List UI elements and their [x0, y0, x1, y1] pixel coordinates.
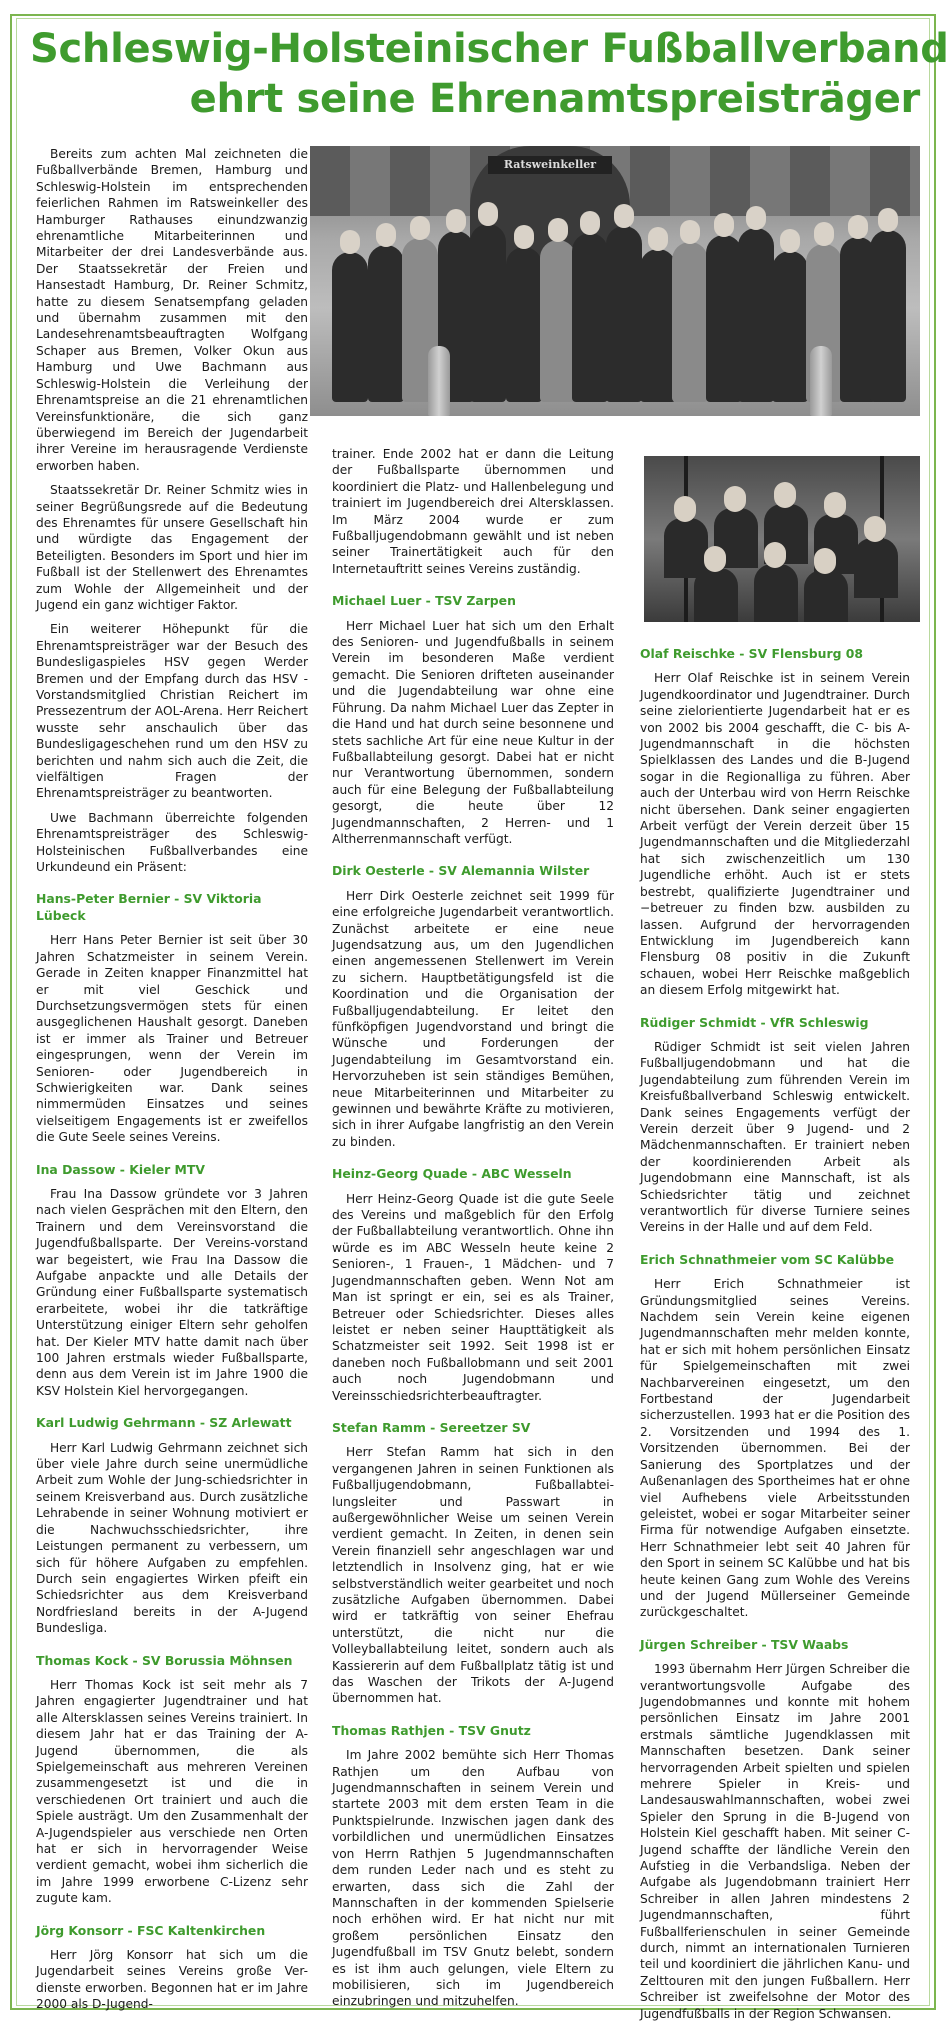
- honoree-text: 1993 übernahm Herr Jürgen Schreiber die verantwortungsvolle Aufgabe des Jugendobmannes und konnte mit hohem persönlichen Einsatz im Jahre 2001 erstmals sämtliche Jugendklassen mit Mannschaften besetzen. Dank seiner hervorragenden Arbeit spielten und spielen mehrere Spieler in Kreis- und Landesauswahlmannschaften, wobei zwei Spieler den Sprung in die B-Jugend von Holstein Kiel geschafft haben. Mit seiner C-Jugend schaffte der ländliche Verein den Aufstieg in die Verbandsliga. Neben der Aufgabe als Jugendobmann trainiert Herr Schreiber in allen Jahren mindestens 2 Jugendmannschaften, führt Fußballferienschulen in seiner Gemeinde durch, nimmt an internationalen Turnieren teil und koordiniert die jährlichen Kanu- und Zelttouren mit den jungen Fußballern. Herr Schreiber ist zweifelsohne der Motor des Jugendfußballs in der Region Schwansen.: [640, 1662, 910, 2021]
- honoree-text: Herr Olaf Reischke ist in seinem Verein Jugendkoordinator und Jugendtrainer. Durch seine zielorientierte Jugendarbeit hat er es von 2002 bis 2004 geschafft, die C- bis A-Jugendmannschaft in die höchsten Spielklassen des Landes und die B-Jugend sogar in die Regionalliga zu führen. Aber auch der Unterbau wird von Herrn Reischke nicht übersehen. Dank seiner engagierten Arbeit verfügt der Verein derzeit über 15 Jugendmannschaften und die Mitgliederzahl hat sich zwischenzeitlich um 130 Jugendliche erhöht. Auch ist er stets bestrebt, qualifizierte Jugendtrainer und −betreuer zu finden bzw. ausbilden zu lassen. Aufgrund der hervorragenden Entwicklung im Jugendbereich kann Flensburg 08 positiv in die Zukunft schauen, wobei Herr Reischke maßgeblich an diesem Erfolg mitgewirkt hat.: [640, 671, 910, 998]
- person-silhouette: [706, 235, 742, 402]
- person-silhouette: [640, 249, 676, 402]
- person-silhouette: [470, 224, 506, 402]
- person-silhouette: [368, 245, 404, 402]
- passenger-face: [674, 496, 696, 522]
- person-head: [410, 216, 430, 240]
- honoree-text: Rüdiger Schmidt ist seit vielen Jahren Fußballjugendobmann und hat die Jugendabteilung zum führenden Verein im Kreisfußballverband Schleswig entwickelt. Dank seines Engagements verfügt der Verein derzeit über 9 Jugend- und 2 Mädchenmannschaften. Er trainiert neben der koordinierenden Arbeit als Jugendobmann eine Mannschaft, ist als Schiedsrichter tätig und zeichnet verantwortlich für diverse Turniere seines Vereins in der Halle und auf dem Feld.: [640, 1039, 910, 1235]
- honoree-heading: Erich Schnathmeier vom SC Kalübbe: [640, 1251, 895, 1267]
- honoree-text: Herr Erich Schnathmeier ist Gründungsmitglied seines Vereins. Nachdem sein Verein keine eigenen Jugendmannschaften mehr melden konnte, hat er sich mit hohem persönlichen Einsatz für Spielgemeinschaften mit zwei Nachbarvereinen eingesetzt, um den Fortbestand der Jugendarbeit sicherzustellen. 1993 hat er die Position des 2. Vorsitzenden und 1994 des 1. Vorsitzenden übernommen. Bei der Sanierung des Sportplatzes und der Außenanlagen des Sportheimes hat er ohne viel Aufhebens viele Arbeitsstunden geleistet, wobei er sogar Mitarbeiter seiner Firma für notwendige Aufgaben einsetzte. Herr Schnathmeier lebt seit 40 Jahren für den Sport in seinem SC Kalübbe und hat bis heute keinen Gang zum Wohle des Vereins und der Jugend Müllerseiner Gemeinde zurückgeschaltet.: [640, 1277, 910, 1620]
- bollard: [428, 346, 450, 416]
- person-head: [746, 206, 766, 230]
- person-head: [446, 209, 466, 233]
- honoree-text: Frau Ina Dassow gründete vor 3 Jahren nach vielen Gesprächen mit den Eltern, den Trainern und dem Vereinsvorstand die Jugendfußballsparte. Der Vereins-vorstand war begeistert, wie Frau Ina Dassow die Aufgabe anpackte und alle Details der Gründung einer Fußballsparte systematisch erarbeitete, wobei ihr die tatkräftige Unterstützung einiger Eltern sehr geholfen hat. Der Kieler MTV hatte damit nach über 100 Jahren erstmals wieder Fußballsparte, denn aus dem Verein ist im Jahre 1900 die KSV Holstein Kiel hervorgegangen.: [36, 1186, 308, 1398]
- person-head: [878, 208, 898, 232]
- person-head: [714, 213, 734, 237]
- column-3: [640, 646, 910, 2030]
- honoree-heading: Jörg Konsorr - FSC Kaltenkirchen: [36, 1922, 266, 1938]
- honoree-text: Herr Karl Ludwig Gehrmann zeichnet sich über viele Jahre durch seine unermüdliche Arbeit zum Wohle der Jung-schiedsrichter in seinem Kreisverband aus. Durch zusätzliche Lehrabende in seiner Wohnung motiviert er die Nachwuchsschiedsrichter, ihre Leistungen permanent zu verbessern, um sich für höhere Aufgaben zu empfehlen. Durch sein engagiertes Wirken pfeift ein Schiedsrichter aus dem Kreisverband Nordfriesland bereits in der A-Jugend Bundesliga.: [36, 1440, 308, 1636]
- intro-paragraph: Staatssekretär Dr. Reiner Schmitz wies in seiner Begrüßungsrede auf die Bedeutung des Ehrenamtes für unsere Gesellschaft hin und würdigte das Engagement der Beteiligten. Besonders im Sport und hier im Fußball ist der Stellenwert des Ehrenamtes zum Wohle der Allgemeinheit und der Jugend ein ganz wichtiger Faktor.: [36, 483, 308, 612]
- bus-photo: [644, 456, 920, 622]
- honoree-text: Herr Thomas Kock ist seit mehr als 7 Jahren engagierter Jugendtrainer und hat alle Altersklassen seines Vereins trainiert. In diesem Jahr hat er das Training der A-Jugend übernommen, die als Spielgemeinschaft aus mehreren Vereinen zusammengesetzt ist und die in verschiedenen Ort trainiert und auch die Spiele austrägt. Um den Zusammenhalt der A-Jugendspieler aus verschiede nen Orten hat er sich in hervorragender Weise verdient gemacht, wobei ihm sicherlich die im Jahre 1999 erworbene C-Lizenz sehr zugute kam.: [36, 1677, 308, 1906]
- honoree-text: Herr Hans Peter Bernier ist seit über 30 Jahren Schatzmeister in seinem Verein. Gerade in Zeiten knapper Finanzmittel hat er mit viel Geschick und Durchsetzungsvermögen stets für einen ausgeglichenen Haushalt gesorgt. Daneben ist er immer als Trainer und Betreuer eingesprungen, wenn der Verein im Senioren- oder Jugendbereich in Schwierigkeiten war. Dank seines nimmermüden Einsatzes und seines vielseitigem Engagements ist er zweifellos die Gute Seele seines Vereins.: [36, 933, 308, 1145]
- headline-line-2: ehrt seine Ehrenamtspreisträger: [189, 76, 920, 122]
- person-silhouette: [540, 240, 576, 402]
- passenger-face: [864, 516, 886, 542]
- person-head: [340, 230, 360, 254]
- honoree-heading: Dirk Oesterle - SV Alemannia Wilster: [332, 863, 590, 879]
- honoree-text: Herr Stefan Ramm hat sich in den vergangenen Jahren in seinen Funktionen als Fußballjugendobmann, Fußballabtei-lungsleiter und Passwart in außergewöhnlicher Weise um seinen Verein verdient gemacht. In Zeiten, in denen sein Verein finanziell sehr angeschlagen war und letztendlich in Insolvenz ging, hat er wie selbstverständlich weiter gearbeitet und noch zusätzliche Aufgaben übernommen. Dabei wird er tatkräftig von seiner Ehefrau unterstützt, die nicht nur die Volleyballabteilung leitet, sondern auch als Kassiererin auf dem Fußballplatz tätig ist und das Waschen der Trikots der A-Jugend übernommen hat.: [332, 1445, 614, 1706]
- honoree-text: Herr Jörg Konsorr hat sich um die Jugendarbeit seines Vereins große Ver-dienste erworben. Begonnen hat er im Jahre 2000 als D-Jugend-: [36, 1948, 308, 2012]
- intro-paragraph: Ein weiterer Höhepunkt für die Ehrenamtspreisträger war der Besuch des Bundesligaspieles HSV gegen Werder Bremen und der Empfang durch das HSV - Vorstandsmitglied Christian Reichert im Pressezentrum der AOL-Arena. Herr Reichert wusste sehr anschaulich über das Bundesligageschehen rund um den HSV zu berichten und nahm sich auch die Zeit, die vielfältigen Fragen der Ehrenamtspreisträger zu beantworten.: [36, 622, 308, 801]
- passenger-face: [824, 492, 846, 518]
- honoree-heading: Michael Luer - TSV Zarpen: [332, 593, 516, 609]
- passenger-body: [804, 570, 848, 622]
- person-head: [478, 202, 498, 226]
- person-head: [580, 211, 600, 235]
- honoree-text: Herr Dirk Oesterle zeichnet seit 1999 für eine erfolgreiche Jugendarbeit verantwortlich. Zunächst arbeitete er eine neue Jugendsatzung aus, um den Jugendlichen einen angemessenen Stellenwert im Verein zu sichern. Hauptbetätigungsfeld ist die Koordination und die Organisation der Fußballjugendabteilung. Er leitet den fünfköpfigen Jugendvorstand und bringt die Wünsche und Forderungen der Jugendabteilung im Gesamtvorstand ein. Hervorzuheben ist sein ständiges Bemühen, neue Mitarbeiterinnen und Mitarbeiter zu gewinnen und bewährte Kräfte zu motivieren, sich in ihrer Aufgabe langfristig an den Verein zu binden.: [332, 888, 614, 1149]
- person-head: [680, 220, 700, 244]
- honoree-heading: Rüdiger Schmidt - VfR Schleswig: [640, 1014, 869, 1030]
- column-2: [332, 446, 614, 2018]
- person-head: [814, 222, 834, 246]
- passenger-body: [754, 564, 798, 622]
- headline-line-1: Schleswig-Holsteinischer Fußballverband: [30, 26, 949, 72]
- group-photo: [310, 146, 920, 416]
- passenger-face: [704, 546, 726, 572]
- person-silhouette: [870, 230, 906, 402]
- honoree-heading: Heinz-Georg Quade - ABC Wesseln: [332, 1166, 572, 1182]
- honoree-heading: Stefan Ramm - Sereetzer SV: [332, 1419, 531, 1435]
- column-1: [36, 146, 308, 2021]
- bollard: [810, 346, 832, 416]
- person-silhouette: [772, 251, 808, 402]
- passenger-face: [724, 486, 746, 512]
- person-silhouette: [606, 226, 642, 402]
- person-silhouette: [738, 228, 774, 402]
- person-head: [376, 223, 396, 247]
- honoree-text: Herr Michael Luer hat sich um den Erhalt des Senioren- und Jugendfußballs in seinem Verein im besonderen Maße verdient gemacht. Die Senioren drifteten auseinander und die Jugendabteilung war ohne eine Führung. Da nahm Michael Luer das Zepter in die Hand und hat durch seine besonnene und stets sachliche Art für eine neue Kultur in der Fußballabteilung gesorgt. Dabei hat er nicht nur Verantwortung übernommen, sondern auch für eine Belegung der Fußballabteilung gesorgt, die heute über 12 Jugendmannschaften, 2 Herren- und 1 Altherrenmannschaft verfügt.: [332, 618, 614, 846]
- passenger-face: [774, 482, 796, 508]
- person-head: [614, 204, 634, 228]
- honoree-heading: Hans-Peter Bernier - SV Viktoria Lübeck: [36, 891, 262, 923]
- person-head: [514, 225, 534, 249]
- honoree-text: Herr Heinz-Georg Quade ist die gute Seele des Vereins und maßgeblich für den Erfolg der Fußballabteilung verantwortlich. Ohne ihn würde es im ABC Wesseln heute keine 2 Senioren-, 1 Frauen-, 1 Mädchen- und 7 Jugendmannschaften geben. Wenn Not am Man ist springt er ein, sei es als Trainer, Betreuer oder Schiedsrichter. Dieses alles leistet er neben seiner Haupttätigkeit als Schatzmeister seit 1992. Seit 1998 ist er daneben noch Fußballobmann und seit 2001 auch noch Jugendobmann und Vereinsschiedsrichterbeauftragter.: [332, 1191, 614, 1403]
- person-head: [780, 229, 800, 253]
- continued-text: trainer. Ende 2002 hat er dann die Leitung der Fußballsparte übernommen und koordiniert die Platz- und Hallenbelegung und trainiert im Jugendbereich drei Altersklassen. Im März 2004 wurde er zum Fußballjugendobmann gewählt und ist neben seiner Trainertätigkeit auch für den Internetauftritt seines Vereins zuständig.: [332, 447, 614, 576]
- honoree-text: Im Jahre 2002 bemühte sich Herr Thomas Rathjen um den Aufbau von Jugendmannschaften in seinem Verein und startete 2003 mit dem ersten Team in die Punktspielrunde. Inzwischen jagen dank des vorbildlichen und unermüdlichen Einsatzes von Herrn Rathjen 5 Jugendmannschaften dem runden Leder nach und es steht zu erwarten, dass sich die Zahl der Mannschaften in der kommenden Spielserie noch erhöhen wird. Er hat nicht nur mit großem persönlichen Einsatz den Jugendfußball im TSV Gnutz belebt, sondern es ist ihm auch gelungen, viele Eltern zu mobilisieren, sich im Jugendbereich einzubringen und mitzuhelfen.: [332, 1748, 614, 2009]
- person-silhouette: [506, 247, 542, 402]
- passenger-face: [764, 542, 786, 568]
- passenger-face: [814, 548, 836, 574]
- honoree-heading: Thomas Rathjen - TSV Gnutz: [332, 1722, 531, 1738]
- intro-paragraph: Uwe Bachmann überreichte folgenden Ehrenamtspreisträger des Schleswig-Holsteinischen Fußballverbandes eine Urkundeund ein Präsent:: [36, 810, 308, 875]
- honoree-heading: Thomas Kock - SV Borussia Möhnsen: [36, 1652, 293, 1668]
- honoree-heading: Ina Dassow - Kieler MTV: [36, 1161, 205, 1177]
- honoree-heading: Karl Ludwig Gehrmann - SZ Arlewatt: [36, 1415, 292, 1431]
- person-head: [548, 218, 568, 242]
- passenger-body: [694, 568, 738, 622]
- person-silhouette: [332, 252, 368, 402]
- passenger-body: [854, 538, 898, 598]
- person-head: [648, 227, 668, 251]
- person-silhouette: [672, 242, 708, 402]
- honoree-heading: Jürgen Schreiber - TSV Waabs: [640, 1636, 849, 1652]
- person-silhouette: [572, 233, 608, 402]
- honoree-heading: Olaf Reischke - SV Flensburg 08: [640, 646, 864, 661]
- person-head: [848, 215, 868, 239]
- passenger-body: [664, 518, 708, 578]
- ratsweinkeller-sign: Ratsweinkeller: [488, 156, 612, 174]
- intro-paragraph: Bereits zum achten Mal zeichneten die Fußballverbände Bremen, Hamburg und Schleswig-Holstein im entsprechenden feierlichen Rahmen im Ratsweinkeller des Hamburger Rathauses einundzwanzig ehrenamtliche Mitarbeiterinnen und Mitarbeiter der drei Landesverbände aus. Der Staatssekretär der Freien und Hansestadt Hamburg, Dr. Reiner Schmitz, hatte zu diesem Senatsempfang geladen und übernahm zusammen mit den Landesehrenamtsbeauftragten Wolfgang Schaper aus Bremen, Volker Okun aus Hamburg und Uwe Bachmann aus Schleswig-Holstein die Verleihung der Ehrenamtspreise an die 21 ehrenamtlichen Vereinsfunktionäre, die sich ganz überwiegend im Bereich der Jugendarbeit ihrer Vereine im herausragende Verdienste erworben haben.: [36, 147, 308, 473]
